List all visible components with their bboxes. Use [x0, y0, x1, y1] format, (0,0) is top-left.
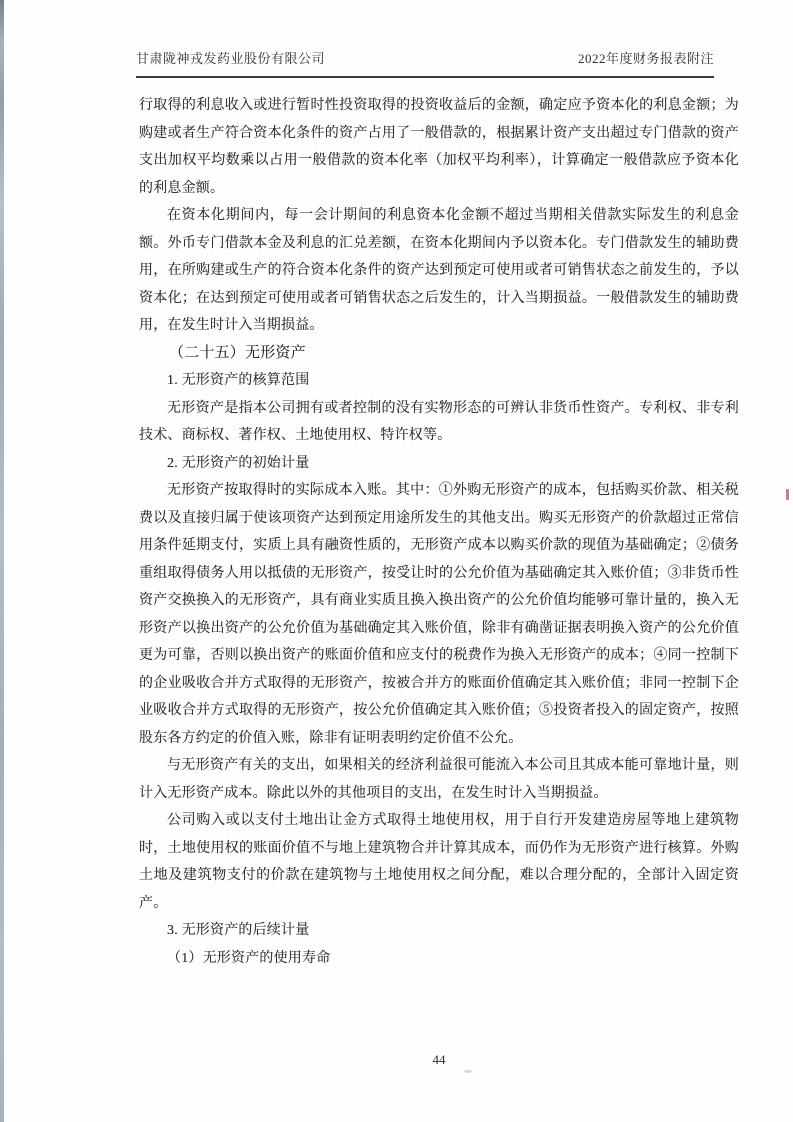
body-paragraph: 在资本化期间内，每一会计期间的利息资本化金额不超过当期相关借款实际发生的利息金额。外币专门借款本金及利息的汇兑差额，在资本化期间内予以资本化。专门借款发生的辅助费用，在所购建或生产的符合资本化条件的资产达到预定可使用或者可销售状态之前发生的，予以资本化；在达到预定可使用或者可销售状态之后发生的，计入当期损益。一般借款发生的辅助费用，在发生时计入当期损益。 — [139, 208, 739, 333]
document-title: 2022年度财务报表附注 — [577, 51, 714, 66]
list-item-heading: （1）无形资产的使用寿命 — [167, 950, 331, 966]
scan-edge-artifact — [0, 0, 4, 1122]
document-body — [139, 92, 739, 972]
body-paragraph: 无形资产是指本公司拥有或者控制的没有实物形态的可辨认非货币性资产。专利权、非专利技术、商标权、著作权、土地使用权、特许权等。 — [139, 400, 739, 443]
scan-smudge-artifact — [464, 1070, 472, 1073]
section-heading: （二十五）无形资产 — [169, 344, 306, 361]
body-paragraph: 公司购入或以支付土地出让金方式取得土地使用权，用于自行开发建造房屋等地上建筑物时，土地使用权的账面价值不与地上建筑物合并计算其成本，而仍作为无形资产进行核算。外购土地及建筑物支付的价款在建筑物与土地使用权之间分配，难以合理分配的，全部计入固定资产。 — [139, 813, 739, 911]
company-name: 甘肃陇神戎发药业股份有限公司 — [136, 51, 326, 66]
pink-ink-mark-artifact — [786, 489, 789, 500]
list-item-heading: 1. 无形资产的核算范围 — [167, 373, 310, 388]
body-paragraph: 无形资产按取得时的实际成本入账。其中：①外购无形资产的成本，包括购买价款、相关税费以及直接归属于使该项资产达到预定用途所发生的其他支出。购买无形资产的价款超过正常信用条件延期支付，实质上具有融资性质的，无形资产成本以购买价款的现值为基础确定；②债务重组取得债务人用以抵债的无形资产，按受让时的公允价值为基础确定其入账价值；③非货币性资产交换换入的无形资产，具有商业实质且换入换出资产的公允价值均能够可靠计量的，换入无形资产以换出资产的公允价值为基础确定其入账价值，除非有确凿证据表明换入资产的公允价值更为可靠，否则以换出资产的账面价值和应支付的税费作为换入无形资产的成本；④同一控制下的企业吸收合并方式取得的无形资产，按被合并方的账面价值确定其入账价值；非同一控制下企业吸收合并方式取得的无形资产，按公允价值确定其入账价值；⑤投资者投入的固定资产，按照股东各方约定的价值入账，除非有证明表明约定价值不公允。 — [139, 483, 739, 746]
list-item-heading: 3. 无形资产的后续计量 — [167, 923, 310, 938]
list-item-heading: 2. 无形资产的初始计量 — [167, 455, 310, 471]
body-paragraph: 与无形资产有关的支出，如果相关的经济利益很可能流入本公司且其成本能可靠地计量，则计入无形资产成本。除此以外的其他项目的支出，在发生时计入当期损益。 — [139, 758, 739, 801]
page-number: 44 — [432, 1052, 446, 1067]
body-paragraph-continuation: 行取得的利息收入或进行暂时性投资取得的投资收益后的金额，确定应予资本化的利息金额；为购建或者生产符合资本化条件的资产占用了一般借款的，根据累计资产支出超过专门借款的资产支出加权平均数乘以占用一般借款的资本化率（加权平均利率），计算确定一般借款应予资本化的利息金额。 — [139, 98, 739, 196]
page-header — [136, 48, 714, 78]
